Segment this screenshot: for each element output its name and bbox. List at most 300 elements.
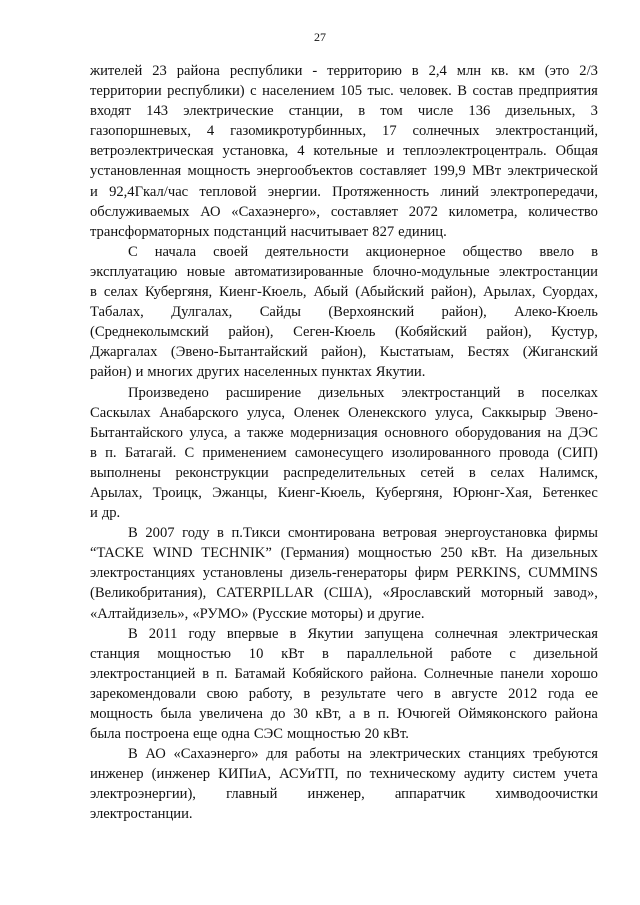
word: 2,4 [428,63,447,79]
word: ветроэлектрическая [90,143,214,160]
word: - [312,63,318,79]
text-line [90,403,598,423]
word: автоматизированные [234,263,364,280]
word: том [380,103,403,120]
word: с [250,83,257,100]
word: работы [295,746,340,763]
word: впервые [226,625,279,642]
text-line [90,624,598,644]
word: «Ярославский [382,585,471,602]
word: CATERPILLAR [216,585,314,602]
word: мощностью [358,545,432,562]
text-line [90,644,598,664]
word: завод», [553,585,598,602]
word: техническому [369,766,456,783]
word: хорошо [550,665,598,682]
word: Бетенкес [542,484,598,501]
word: ДЭС [568,424,598,441]
word: 136 [468,103,491,120]
word: республики) [167,83,245,100]
word: энергообъектов [256,163,354,180]
word: котельные [313,143,378,160]
word: энергии. [267,183,321,200]
word: Бестях [467,344,510,361]
word: зарекомендовали [90,685,197,702]
word: и [366,605,375,622]
word: мощность [90,706,153,722]
word: и [135,364,144,381]
word: мощность [187,163,251,180]
word: смонтирована [287,525,376,542]
word: Эжанцы, [212,484,268,501]
word: фирм [414,565,449,582]
word: электрических [369,746,461,763]
word: район), [441,304,487,321]
word: кВт. [383,726,409,743]
word: года [547,685,575,702]
word: дизельных [531,545,598,562]
word: оборудования [455,424,541,441]
word: работу, [248,685,293,702]
word: (США), [323,585,373,602]
word: распределительных [283,464,406,481]
word: км [518,63,535,79]
word: Анабарского [159,404,239,421]
word: п. [377,706,390,722]
word: тыс. [367,83,394,100]
word: 827 [372,223,395,240]
word: в [303,685,311,702]
word: Протяженность [332,183,430,200]
word: Арылах, [483,284,536,301]
word: дизельных, [505,103,576,120]
word: КИПиА, [218,766,271,783]
word: Батамай [234,665,286,682]
word: моторный [480,585,544,602]
word: района [176,63,220,79]
text-line [90,222,598,242]
text-line [90,764,598,784]
text-line [90,563,598,583]
word: основного [384,424,449,441]
text-line [90,242,598,262]
word: района [554,706,598,722]
word: Абый [313,284,349,301]
word: поселках [541,384,598,401]
word: (инженер [151,766,211,783]
word: деятельности [265,243,349,260]
word: (Великобритания), [90,585,207,602]
word: расширение [225,384,302,401]
word: электростанцией [90,665,196,682]
word: состав [472,83,514,100]
word: Налимск, [539,464,598,481]
text-line [90,604,598,624]
word: параллельной [346,645,433,662]
word: АСУиТП, [279,766,339,783]
word: 30 [293,706,308,722]
word: 2072 [408,203,438,220]
text-line [90,161,598,181]
word: чего [396,685,424,702]
word: в [411,63,419,79]
word: Оленек [293,404,340,421]
word: общество [462,243,523,260]
word: (это [544,63,570,79]
word: солнечная [434,625,498,642]
word: селах [103,284,139,301]
word: энергоустановка [444,525,547,542]
word: «Сахаэнерго» [173,746,259,763]
word: аппаратчик [394,786,466,803]
word: составляет [330,203,399,220]
text-line [90,523,598,543]
word: по [346,766,362,783]
word: CUMMINS [528,565,598,582]
text-line [90,61,598,81]
word: С [128,243,138,260]
word: района. [370,665,417,682]
word: с [509,645,516,662]
word: других [196,364,240,381]
word: На [505,545,523,562]
word: газопоршневых, [90,123,192,140]
word: газомикротурбинных, [230,123,367,140]
word: (Среднеколымский [90,324,209,341]
word: МВт [472,163,502,180]
text-line [90,342,598,362]
word: была [90,726,121,743]
word: электростанциях [90,565,196,582]
text-line [90,383,598,403]
text-line [90,262,598,282]
word: Кыстатыам, [379,344,454,361]
text-line [90,704,598,724]
word: Саскылах [90,404,151,421]
word: Киенг-Кюель, [219,284,307,301]
word: систем [512,766,556,783]
word: 10 [248,645,264,662]
word: инженер, [307,786,365,803]
word: 105 [340,83,363,100]
word: и [90,183,98,200]
word: в [468,464,476,481]
word: «Алтайдизель», [90,605,189,622]
word: населенных [243,364,318,381]
word: выполнены [90,464,161,481]
word: (Жиганский [522,344,598,361]
word: эксплуатацию [90,263,178,280]
word: Кобяйского [292,665,364,682]
word: электроэнергии), [90,786,196,803]
word: станция [90,645,140,662]
text-line [90,583,598,603]
word: электростанции. [90,806,193,823]
word: в [90,284,97,301]
text-line [90,362,598,382]
word: район) [90,364,132,381]
word: электрическая [508,625,598,642]
word: в [322,645,329,662]
word: году [182,525,210,542]
word: (Эвено-Бытантайский [170,344,308,361]
word: числе [417,103,454,120]
word: единиц. [398,223,447,240]
word: а [349,706,356,722]
paragraph [90,523,598,623]
word: августе [451,685,498,702]
word: километра, [448,203,518,220]
word: установка, [222,143,289,160]
word: Сеген-Кюель [293,324,376,341]
word: а [234,424,241,441]
word: была [160,706,192,722]
word: линий [440,183,479,200]
word: применением [202,444,287,461]
word: в [363,706,371,722]
text-line [90,322,598,342]
word: (Абыйский [355,284,425,301]
word: СЭС [253,726,283,743]
word: обслуживаемых [90,203,190,220]
word: человек. [399,83,452,100]
word: п. [105,444,117,461]
word: Троицк, [152,484,202,501]
paragraph [90,383,598,524]
word: 20 [364,726,380,743]
word: Арылах, [90,484,143,501]
text-line [90,744,598,764]
word: В [457,83,467,100]
word: Солнечные [423,665,494,682]
word: на [547,424,562,441]
word: также [247,424,284,441]
word: Произведено [128,384,209,401]
word: Кубергяня, [375,484,443,501]
word: электрические [183,103,274,120]
text-line [90,182,598,202]
word: учета [563,766,598,783]
word: (Кобяйский [394,324,467,341]
text-line [90,483,598,503]
word: АО [200,203,221,220]
word: Ючюгей [397,706,451,722]
word: трансформаторных [90,223,210,240]
word: кВт, [315,706,342,722]
word: район), [321,344,367,361]
text-line [90,101,598,121]
text-line [90,543,598,563]
word: др. [101,505,121,522]
word: модернизация [290,424,378,441]
word: 4 [206,123,215,140]
word: улуса, [247,404,286,421]
word: одна [221,726,250,743]
word: и [386,143,395,160]
word: моторы) [311,605,363,622]
word: многих [147,364,193,381]
text-line [90,503,598,523]
word: 2011 [148,625,178,642]
word: панели [500,665,544,682]
word: свою [206,685,239,702]
text-line [90,684,598,704]
word: в [289,625,297,642]
word: пунктах [321,364,372,381]
word: Юрюнг-Хая, [452,484,533,501]
word: реконструкции [175,464,269,481]
word: установлены [202,565,283,582]
word: район), [431,284,477,301]
word: электростанции [499,263,598,280]
word: построена [125,726,190,743]
word: Кустур, [551,324,598,341]
word: (Германия) [280,545,350,562]
word: улуса, [435,404,474,421]
word: солнечных [412,123,480,140]
word: дизельных [318,384,385,401]
word: PERKINS, [456,565,521,582]
word: «Сахаэнерго», [231,203,321,220]
word: в [90,444,97,461]
word: требуются [532,746,598,763]
word: Дулгалах, [171,304,233,321]
word: Бытантайского [90,424,183,441]
word: Оленекского [348,404,427,421]
word: ввело [539,243,575,260]
word: TECHNIK” [201,545,272,562]
word: работе [450,645,492,662]
word: увеличена [199,706,264,722]
word: С [184,444,195,461]
word: результате [320,685,386,702]
word: фирмы [554,525,598,542]
word: главный [226,786,278,803]
word: Якутии. [375,364,426,381]
word: “TACKE [90,545,144,562]
word: мощностью [286,726,361,743]
word: 2012 [508,685,538,702]
word: Джаргалах [90,344,158,361]
text-line [90,443,598,463]
text-line [90,804,598,824]
word: своей [213,243,249,260]
word: п.Тикси [231,525,281,542]
text-line [90,141,598,161]
word: станциях [468,746,526,763]
text-line [90,282,598,302]
word: начала [154,243,197,260]
word: химводоочистки [495,786,598,803]
word: 199,9 [432,163,466,180]
word: дизель-генераторы [290,565,408,582]
word: кв. [490,63,509,79]
word: сетей [420,464,455,481]
word: инженер [90,766,144,783]
text-line [90,724,598,744]
word: электропередачи, [490,183,598,200]
word: млн [456,63,482,79]
word: теплоэлектроцентраль. [403,143,547,160]
word: насчитывает [290,223,369,240]
word: Киенг-Кюель, [277,484,366,501]
paragraph [90,61,598,242]
word: тепловой [199,183,257,200]
word: Саккырыр [481,404,547,421]
word: 4 [297,143,305,160]
word: дизельной [533,645,598,662]
word: селах [490,464,525,481]
word: Алеко-Кюель [514,304,598,321]
word: аудиту [463,766,505,783]
word: в [591,243,598,260]
word: «РУМО» [192,605,249,622]
word: станции, [288,103,344,120]
document-body [90,61,598,825]
word: в [433,685,441,702]
word: населением [262,83,335,100]
word: запущена [364,625,424,642]
word: предприятия [518,83,598,100]
word: акционерное [365,243,446,260]
word: ее [585,685,598,702]
word: установленная [90,163,182,180]
word: еще [193,726,218,743]
word: самонесущего [294,444,384,461]
word: провода [499,444,550,461]
word: Батагай. [124,444,177,461]
word: Оймяконского [458,706,547,722]
word: и [90,505,98,522]
word: WIND [152,545,193,562]
word: 250 [440,545,463,562]
word: кВт. [471,545,497,562]
text-line [90,81,598,101]
paragraph [90,624,598,745]
word: 2/3 [579,63,598,79]
word: республики [229,63,303,79]
word: В [128,746,138,763]
word: территории [90,83,162,100]
word: Табалах, [90,304,144,321]
word: количество [528,203,598,220]
word: В [128,525,138,542]
word: году [188,625,216,642]
word: 143 [146,103,169,120]
word: составляет [359,163,427,180]
text-line [90,664,598,684]
word: электростанций [401,384,501,401]
paragraph [90,242,598,383]
word: для [266,746,288,763]
word: ветровая [382,525,437,542]
word: (Верхоянский [328,304,415,321]
word: мощностью [157,645,232,662]
word: (Русские [252,605,308,622]
word: улуса, [189,424,228,441]
word: новые [186,263,226,280]
word: жителей [90,63,143,79]
word: 17 [382,123,397,140]
word: в [358,103,366,120]
text-line [90,784,598,804]
word: 92,4Гкал/час [109,183,189,200]
word: территорию [327,63,402,79]
word: В [128,625,138,642]
paragraph [90,744,598,824]
word: блочно-модульные [372,263,490,280]
word: 23 [152,63,167,79]
